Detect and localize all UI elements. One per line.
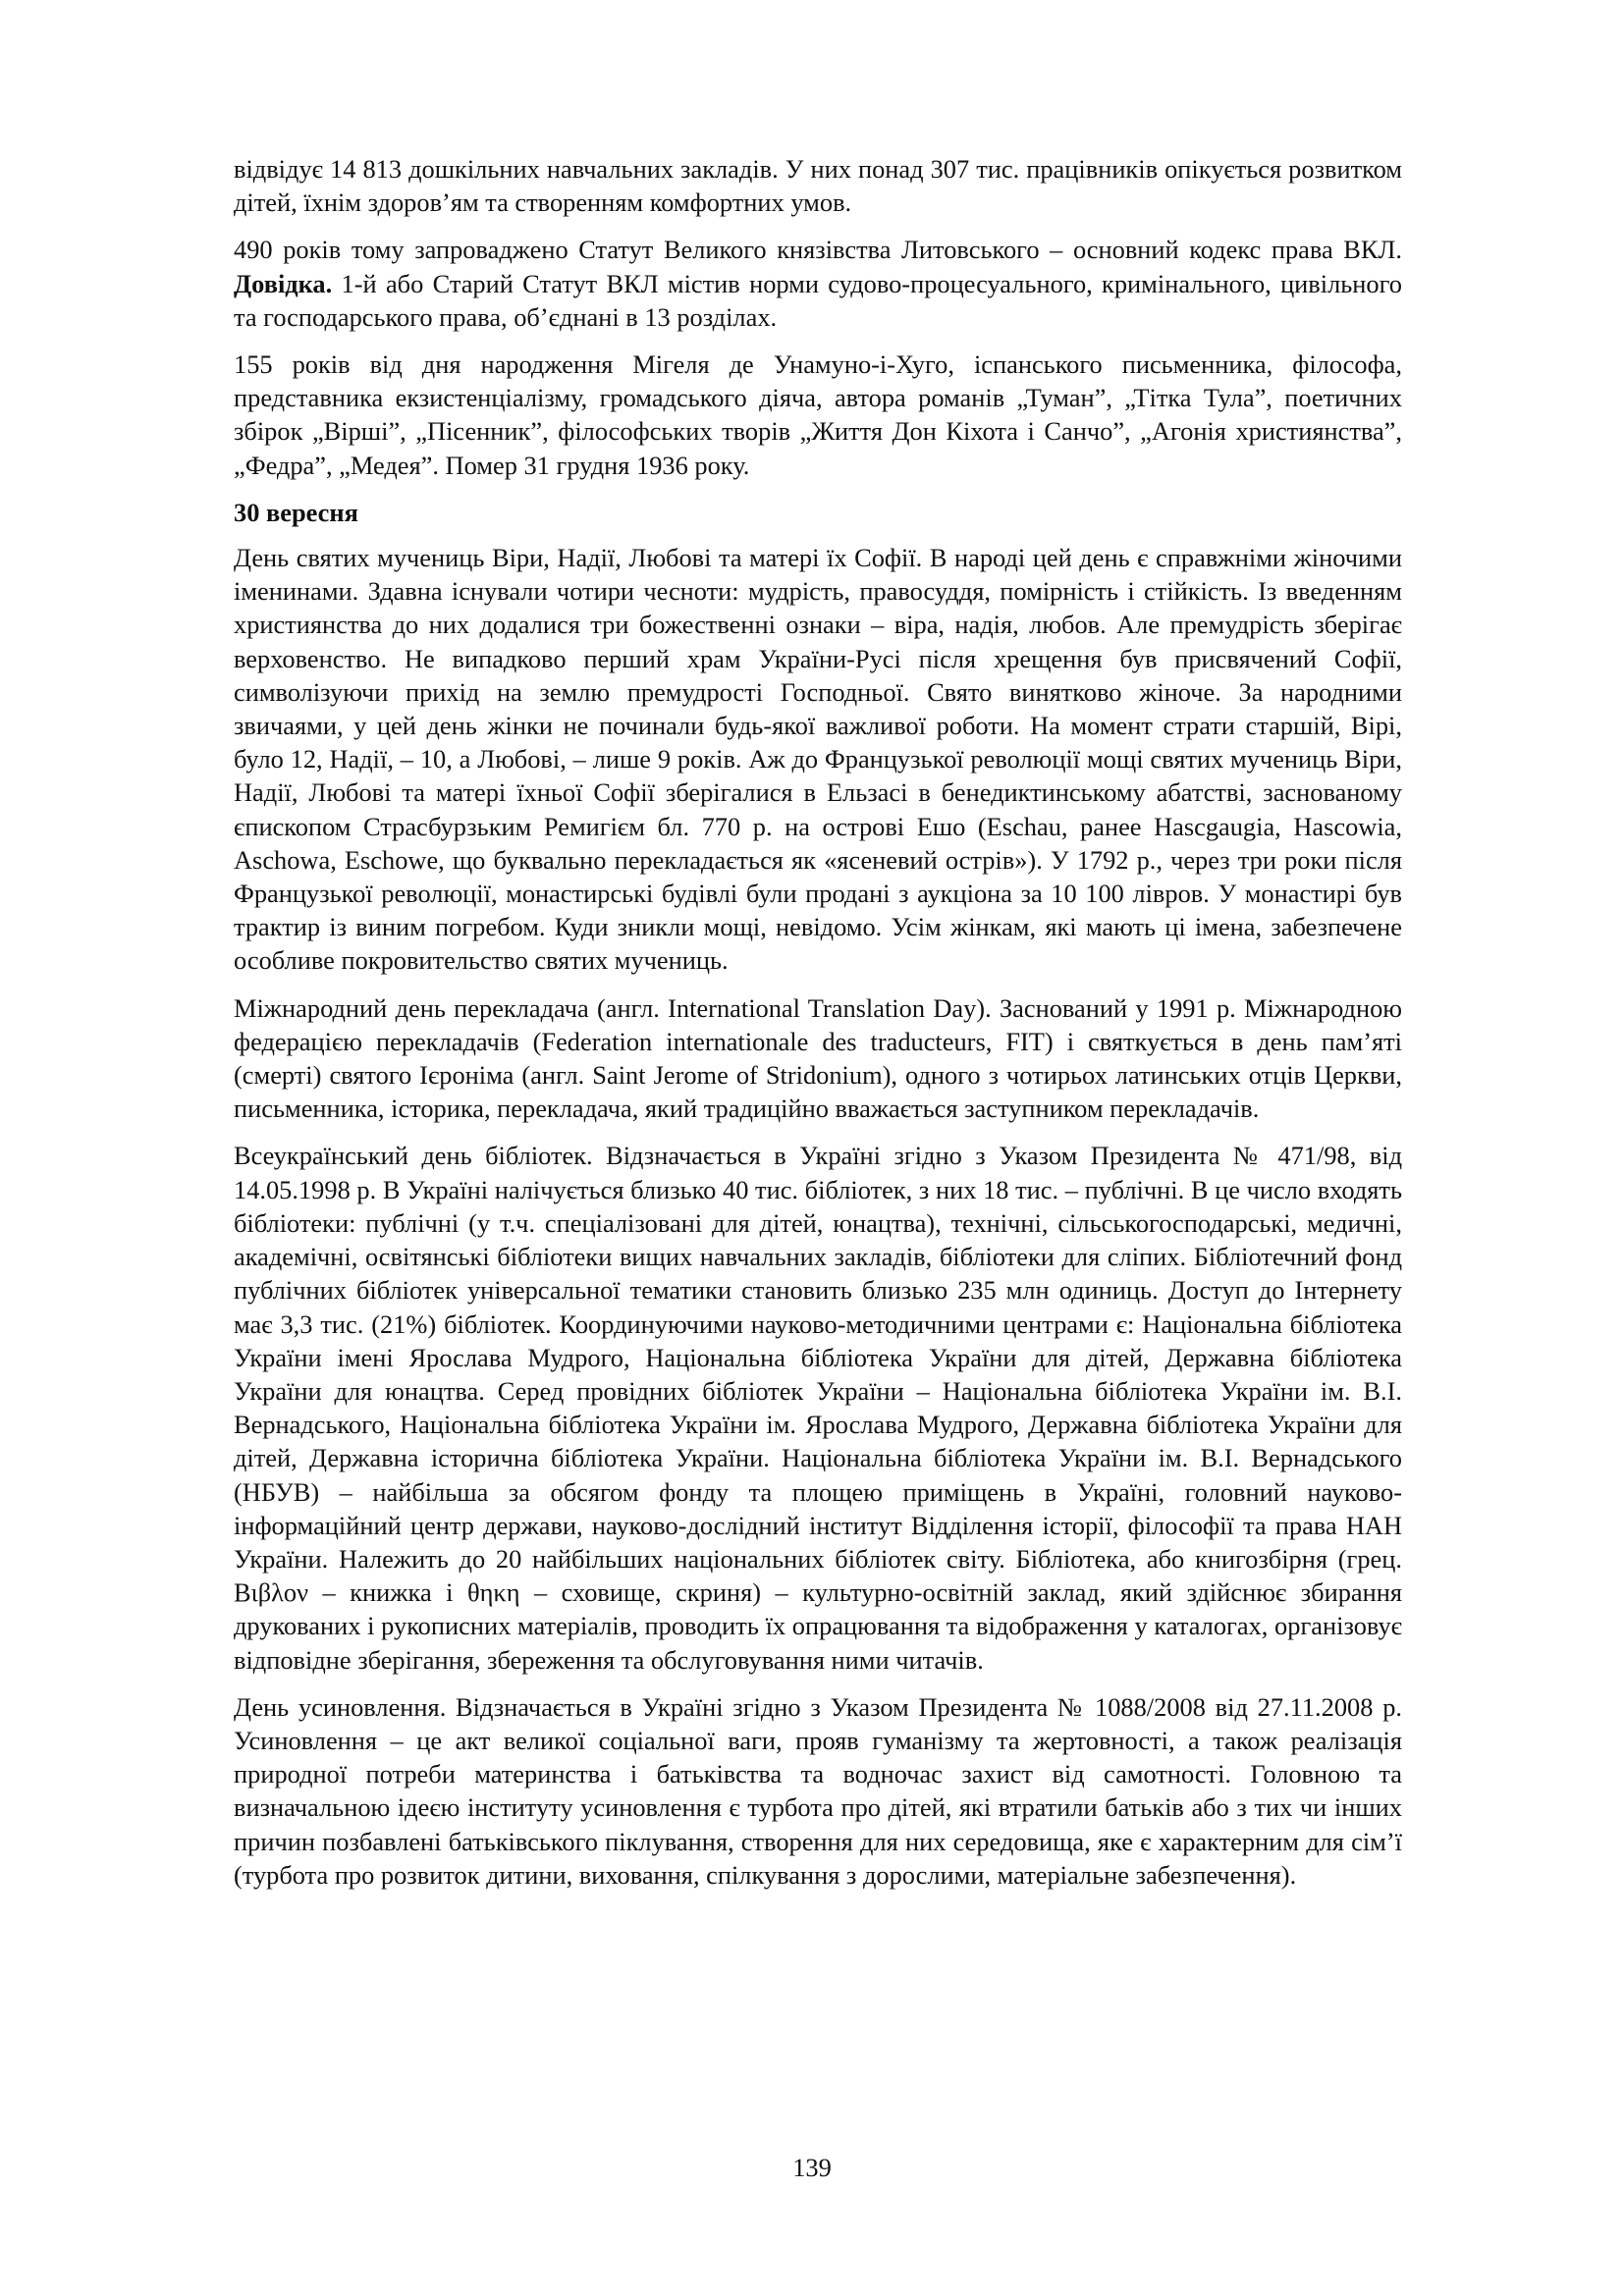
date-heading: 30 вересня xyxy=(234,497,358,527)
paragraph-lithuanian-statute xyxy=(234,233,1402,334)
paragraph-unamuno: 155 років від дня народження Мігеля де Унамуно-і-Хуго, іспанського письменника, філософа, представника екзистенціалізму, громадського діяча, автора романів „Туман”, „Тітка Тула”, поетичних збірок „Вірші”, „Пісенник”, філософських творів „Життя Дон Кіхота і Санчо”, „Агонія християнства”, „Федра”, „Медея”. Помер 31 грудня 1936 року. xyxy=(234,349,1402,480)
paragraph-preschool-stats: відвідує 14 813 дошкільних навчальних закладів. У них понад 307 тис. працівників опікується розвитком дітей, їхнім здоров’ям та створенням комфортних умов. xyxy=(234,154,1402,218)
paragraph-libraries-day: Всеукраїнський день бібліотек. Відзначається в Україні згідно з Указом Президента № 471/98, від 14.05.1998 р. В Україні налічується близько 40 тис. бібліотек, з них 18 тис. – публічні. В це число входять бібліотеки: публічні (у т.ч. спеціалізовані для дітей, юнацтва), технічні, сільськогосподарські, медичні, академічні, освітянські бібліотеки вищих навчальних закладів, бібліотеки для сліпих. Бібліотечний фонд публічних бібліотек універсальної тематики становить близько 235 млн одиниць. Доступ до Інтернету має 3,3 тис. (21%) бібліотек. Координуючими науково-методичними центрами є: Національна бібліотека України імені Ярослава Мудрого, Національна бібліотека України для дітей, Державна бібліотека України для юнацтва. Серед провідних бібліотек України – Національна бібліотека України ім. В.І. Вернадського, Національна бібліотека України ім. Ярослава Мудрого, Державна бібліотека України для дітей, Державна історична бібліотека України. Національна бібліотека України ім. В.І. Вернадського (НБУВ) – найбільша за обсягом фонду та площею приміщень в Україні, головний науково-інформаційний центр держави, науково-дослідний інститут Відділення історії, філософії та права НАН України. Належить до 20 найбільших національних бібліотек світу. Бібліотека, або книгозбірня (грец. Βιβλον – книжка і θηκη – сховище, скриня) – культурно-освітній заклад, який здійснює збирання друкованих і рукописних матеріалів, проводить їх опрацювання та відображення у каталогах, організовує відповідне зберігання, збереження та обслуговування ними читачів. xyxy=(234,1141,1402,1675)
paragraph-adoption-day: День усиновлення. Відзначається в Україні згідно з Указом Президента № 1088/2008 від 27.11.2008 р. Усиновлення – це акт великої соціальної ваги, прояв гуманізму та жертовності, а також реалізація природної потреби материнства і батьківства та водночас захист від самотності. Головною та визначальною ідеєю інституту усиновлення є турбота про дітей, які втратили батьків або з тих чи інших причин позбавлені батьківського піклування, створення для них середовища, яке є характерним для сім’ї (турбота про розвиток дитини, виховання, спілкування з дорослими, матеріальне забезпечення). xyxy=(234,1691,1402,1890)
paragraph-translation-day: Міжнародний день перекладача (англ. International Translation Day). Заснований у 1991 р. Міжнародною федерацією перекладачів (Federation internationale des traducteurs, FIT) і святкується в день пам’яті (смерті) святого Ієроніма (англ. Saint Jerome of Stridonium), одного з чотирьох латинських отців Церкви, письменника, історика, перекладача, який традиційно вважається заступником перекладачів. xyxy=(234,992,1402,1124)
reference-label: Довідка. xyxy=(234,268,333,298)
page-body xyxy=(234,152,1402,1905)
paragraph-saints-day: День святих мучениць Віри, Надії, Любові та матері їх Софії. В народі цей день є справжніми жіночими іменинами. Здавна існували чотири чесноти: мудрість, правосуддя, помірність і стійкість. Із введенням християнства до них додалися три божественні ознаки – віра, надія, любов. Але премудрість зберігає верховенство. Не випадково перший храм України-Русі після хрещення був присвячений Софії, символізуючи прихід на землю премудрості Господньої. Свято винятково жіноче. За народними звичаями, у цей день жінки не починали будь-якої важливої роботи. На момент страти старшій, Вірі, було 12, Надії, – 10, а Любові, – лише 9 років. Аж до Французької революції мощі святих мучениць Віри, Надії, Любові та матері їхньої Софії зберігалися в Ельзасі в бенедиктинському абатстві, заснованому єпископом Страсбурзьким Ремигієм бл. 770 р. на острові Ешо (Eschau, ранее Hascgaugia, Hascowia, Aschowa, Eschowe, що буквально перекладається як «ясеневий острів»). У 1792 р., через три роки після Французької революції, монастирські будівлі були продані з аукціона за 10 100 лівров. У монастирі був трактир із виним погребом. Куди зникли мощі, невідомо. Усім жінкам, які мають ці імена, забезпечене особливе покровительство святих мучениць. xyxy=(234,543,1402,976)
page-number: 139 xyxy=(792,2153,832,2182)
statute-text: 490 років тому запроваджено Статут Великого князівства Литовського – основний кодекс права ВКЛ. xyxy=(234,235,1402,265)
statute-reference-text: 1-й або Старий Статут ВКЛ містив норми судово-процесуального, кримінального, цивільного та господарського права, об’єднані в 13 розділах. xyxy=(234,268,1402,332)
